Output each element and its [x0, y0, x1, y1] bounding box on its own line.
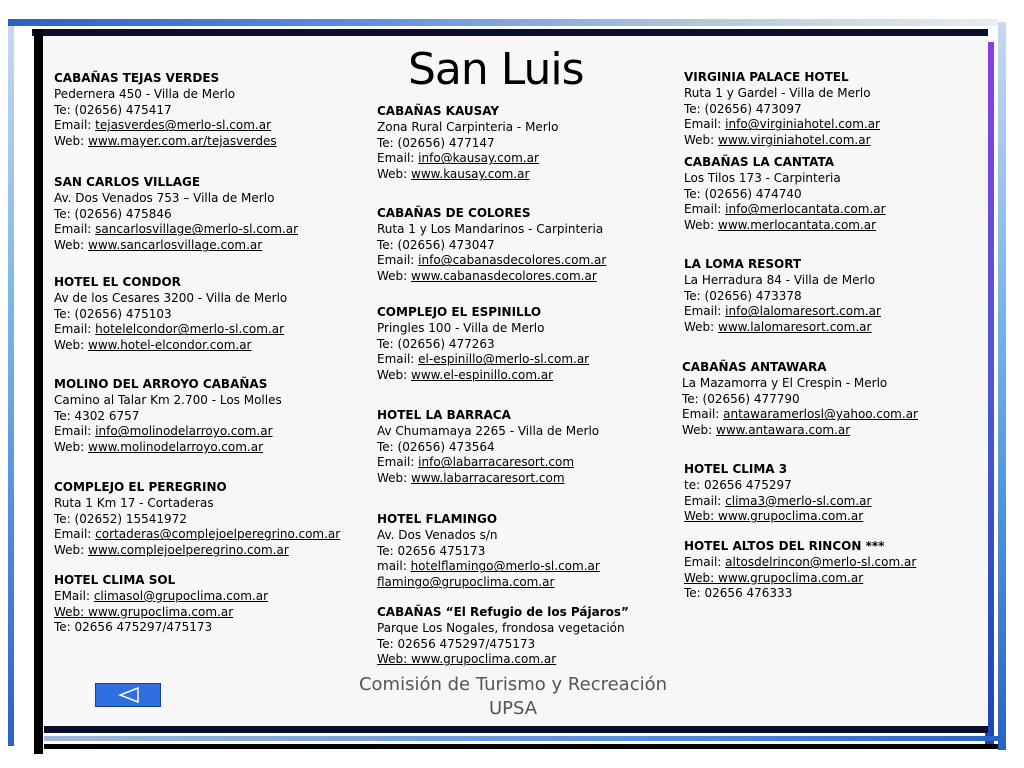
listing-name: COMPLEJO EL PEREGRINO [54, 480, 227, 494]
listing-cabanas-kausay [377, 104, 558, 183]
contact-label: Email: [377, 253, 419, 268]
listing-detail: Pedernera 450 - Villa de Merlo [54, 86, 236, 101]
listing-hotel-clima-3 [684, 462, 871, 525]
listing-contact [54, 238, 298, 254]
listing-detail: Te: (02656) 473047 [377, 237, 495, 252]
listing-contact [54, 222, 298, 238]
listing-detail: Ruta 1 y Los Mandarinos - Carpinteria [377, 221, 604, 236]
listing-detail: Te: (02656) 474740 [684, 186, 802, 201]
listing-contact [54, 589, 268, 605]
contact-label: Email: [684, 304, 726, 319]
listing-name: CABAÑAS TEJAS VERDES [54, 71, 220, 85]
footer [352, 673, 674, 721]
left-dark-bar [34, 29, 43, 754]
listing-contact [684, 304, 881, 320]
listing-hotel-clima-sol [54, 573, 268, 636]
listing-detail: La Mazamorra y El Crespin - Merlo [682, 375, 888, 390]
contact-label: Email: [377, 151, 419, 166]
listing-name: HOTEL CLIMA SOL [54, 573, 176, 587]
listing-detail: Ruta 1 Km 17 - Cortaderas [54, 495, 214, 510]
listing-detail: Te: (02656) 475417 [54, 102, 172, 117]
contact-link[interactable]: www.molinodelarroyo.com.ar [88, 440, 264, 455]
contact-label: Email: [54, 322, 96, 337]
listing-hotel-el-condor [54, 275, 287, 354]
listing-contact [54, 543, 340, 559]
contact-link[interactable]: www.sancarlosvillage.com.ar [88, 238, 263, 253]
listing-contact [684, 133, 880, 149]
contact-link[interactable]: hotelflamingo@merlo-sl.com.ar [410, 559, 600, 574]
listing-detail: te: 02656 475297 [684, 477, 792, 492]
contact-label: Email: [54, 222, 96, 237]
listing-detail: Te: (02656) 473564 [377, 439, 495, 454]
listing-detail: Zona Rural Carpinteria - Merlo [377, 119, 559, 134]
listing-name: HOTEL FLAMINGO [377, 512, 498, 526]
triangle-left-icon [118, 687, 140, 703]
bottom-dark-bar [44, 726, 988, 733]
contact-label: Web: [682, 423, 717, 438]
contact-label: Web: [684, 320, 719, 335]
listing-contact [54, 527, 340, 543]
contact-link[interactable]: el-espinillo@merlo-sl.com.ar [418, 352, 590, 367]
listing-contact [54, 118, 277, 134]
contact-label: Web: [684, 218, 719, 233]
listing-virginia-palace-hotel [684, 70, 880, 149]
contact-label: Web: [377, 167, 412, 182]
listing-name: SAN CARLOS VILLAGE [54, 175, 201, 189]
contact-label: Email: [684, 202, 726, 217]
listing-contact [377, 471, 599, 487]
contact-link[interactable]: www.mayer.com.ar/tejasverdes [88, 134, 277, 149]
listing-contact [377, 352, 589, 368]
listing-detail: Te: 02656 476333 [684, 586, 793, 601]
listing-contact [682, 423, 918, 439]
listing-detail: Te: (02656) 473097 [684, 101, 802, 116]
listing-cabanas-la-cantata [684, 155, 886, 234]
listing-contact [377, 368, 589, 384]
listing-contact [377, 455, 599, 471]
listing-contact [54, 322, 287, 338]
listing-detail: Los Tilos 173 - Carpinteria [684, 170, 841, 185]
contact-label: Web: [377, 269, 412, 284]
listing-detail: Te: (02656) 477263 [377, 336, 495, 351]
contact-label: Web: [54, 543, 89, 558]
contact-link[interactable]: www.kausay.com.ar [411, 167, 530, 182]
listing-contact [377, 269, 606, 285]
listing-link[interactable]: Web: www.grupoclima.com.ar [54, 604, 234, 619]
listing-contact [682, 407, 918, 423]
contact-link[interactable]: www.complejoelperegrino.com.ar [88, 543, 289, 558]
listing-link[interactable]: Web: www.grupoclima.com.ar [684, 570, 864, 585]
contact-link[interactable]: www.labarracaresort.com [411, 471, 565, 486]
listing-link[interactable]: flamingo@grupoclima.com.ar [377, 575, 555, 590]
listing-link[interactable]: Web: www.grupoclima.com.ar [377, 652, 557, 667]
contact-label: Email: [684, 554, 726, 569]
listing-contact [684, 202, 886, 218]
listing-cabanas-tejas-verdes [54, 71, 277, 150]
listing-detail: Camino al Talar Km 2.700 - Los Molles [54, 392, 282, 407]
listing-detail: Te: (02656) 473378 [684, 288, 802, 303]
contact-link[interactable]: hotelelcondor@merlo-sl.com.ar [95, 322, 285, 337]
contact-label: Web: [54, 238, 89, 253]
listing-name: CABAÑAS LA CANTATA [684, 155, 835, 169]
listing-detail: Te: (02656) 477790 [682, 391, 800, 406]
listing-contact [54, 424, 282, 440]
listing-name: HOTEL ALTOS DEL RINCON *** [684, 539, 885, 553]
listing-cabanas-el-refugio-de-los-pajaros [377, 605, 629, 668]
bottom-gradient-bar [44, 736, 1004, 741]
listing-name: CABAÑAS DE COLORES [377, 206, 531, 220]
contact-link[interactable]: clima3@merlo-sl.com.ar [725, 493, 872, 508]
listing-detail: Te: 02656 475297/475173 [377, 636, 536, 651]
contact-link[interactable]: altosdelrincon@merlo-sl.com.ar [725, 554, 917, 569]
listing-contact [377, 559, 600, 575]
listing-detail: Te: 02656 475173 [377, 543, 486, 558]
listing-name: HOTEL LA BARRACA [377, 408, 511, 422]
listing-detail: Ruta 1 y Gardel - Villa de Merlo [684, 85, 871, 100]
listing-cabanas-de-colores [377, 206, 606, 285]
listing-detail: Te: 02656 475297/475173 [54, 620, 213, 635]
contact-label: EMail: [54, 588, 94, 603]
contact-link[interactable]: www.virginiahotel.com.ar [718, 133, 871, 148]
listing-contact [54, 338, 287, 354]
contact-label: Web: [684, 133, 719, 148]
listing-san-carlos-village [54, 175, 298, 254]
listing-contact [377, 151, 558, 167]
listing-name: CABAÑAS ANTAWARA [682, 360, 827, 374]
page-title: San Luis [408, 44, 584, 95]
contact-label: Web: [54, 338, 89, 353]
listing-contact [684, 494, 871, 510]
contact-label: Web: [377, 471, 412, 486]
contact-label: Email: [377, 455, 419, 470]
listing-detail: Pringles 100 - Villa de Merlo [377, 320, 545, 335]
listing-name: LA LOMA RESORT [684, 257, 802, 271]
listing-detail: Te: (02652) 15541972 [54, 511, 187, 526]
listing-contact [54, 134, 277, 150]
listing-name: HOTEL CLIMA 3 [684, 462, 788, 476]
listing-contact [684, 117, 880, 133]
listing-detail: Av. Dos Venados s/n [377, 527, 498, 542]
listing-name: CABAÑAS “El Refugio de los Pájaros” [377, 605, 629, 619]
listing-name: CABAÑAS KAUSAY [377, 104, 500, 118]
top-dark-bar [32, 29, 988, 36]
contact-link[interactable]: www.cabanasdecolores.com.ar [411, 269, 597, 284]
listing-link[interactable]: Web: www.grupoclima.com.ar [684, 509, 864, 524]
contact-link[interactable]: www.antawara.com.ar [716, 423, 851, 438]
back-button[interactable] [95, 683, 161, 707]
contact-link[interactable]: info@cabanasdecolores.com.ar [418, 253, 607, 268]
top-gradient-bar [8, 19, 998, 26]
contact-link[interactable]: www.el-espinillo.com.ar [411, 368, 554, 383]
listing-name: COMPLEJO EL ESPINILLO [377, 305, 542, 319]
contact-label: Email: [54, 527, 96, 542]
contact-link[interactable]: info@labarracaresort.com [418, 455, 575, 470]
contact-link[interactable]: climasol@grupoclima.com.ar [93, 588, 269, 603]
contact-link[interactable]: info@merlocantata.com.ar [725, 202, 886, 217]
listing-name: VIRGINIA PALACE HOTEL [684, 70, 849, 84]
contact-link[interactable]: antawaramerlosl@yahoo.com.ar [723, 407, 918, 422]
contact-label: Web: [54, 134, 89, 149]
contact-link[interactable]: www.merlocantata.com.ar [718, 218, 877, 233]
contact-link[interactable]: cortaderas@complejoelperegrino.com.ar [95, 527, 341, 542]
footer-line-1: Comisión de Turismo y Recreación [358, 674, 668, 695]
listing-detail: Av. Dos Venados 753 – Villa de Merlo [54, 190, 275, 205]
listing-contact [684, 555, 916, 571]
listing-detail: Av de los Cesares 3200 - Villa de Merlo [54, 290, 288, 305]
left-gradient-bar [8, 26, 14, 746]
contact-link[interactable]: info@kausay.com.ar [418, 151, 539, 166]
listing-detail: Te: (02656) 475103 [54, 306, 172, 321]
listing-la-loma-resort [684, 257, 881, 336]
listing-cabanas-antawara [682, 360, 918, 439]
listing-hotel-flamingo [377, 512, 600, 591]
listing-contact [377, 253, 606, 269]
contact-link[interactable]: info@lalomaresort.com.ar [725, 304, 881, 319]
listing-detail: Te: (02656) 477147 [377, 135, 495, 150]
contact-label: Email: [377, 352, 419, 367]
listing-name: MOLINO DEL ARROYO CABAÑAS [54, 377, 268, 391]
contact-label: Email: [54, 118, 96, 133]
listing-molino-del-arroyo-cabanas [54, 377, 282, 456]
right-gradient-bar [998, 22, 1006, 750]
contact-link[interactable]: info@virginiahotel.com.ar [725, 117, 880, 132]
listing-hotel-altos-del-rincon [684, 539, 916, 602]
contact-link[interactable]: tejasverdes@merlo-sl.com.ar [95, 118, 272, 133]
listing-complejo-el-espinillo [377, 305, 589, 384]
listing-contact [684, 320, 881, 336]
contact-link[interactable]: www.lalomaresort.com.ar [718, 320, 872, 335]
contact-label: Web: [54, 440, 89, 455]
contact-label: Web: [377, 368, 412, 383]
listing-hotel-la-barraca [377, 408, 599, 487]
contact-link[interactable]: info@molinodelarroyo.com.ar [95, 424, 273, 439]
footer-line-2: UPSA [488, 698, 538, 719]
contact-label: Email: [684, 493, 726, 508]
bottom-black-bar [44, 744, 998, 749]
listing-complejo-el-peregrino [54, 480, 340, 559]
contact-link[interactable]: sancarlosvillage@merlo-sl.com.ar [95, 222, 299, 237]
listing-contact [684, 218, 886, 234]
contact-label: Email: [682, 407, 724, 422]
listing-contact [54, 440, 282, 456]
listing-name: HOTEL EL CONDOR [54, 275, 181, 289]
contact-label: Email: [54, 424, 96, 439]
listing-detail: Te: 4302 6757 [54, 408, 140, 423]
contact-link[interactable]: www.hotel-elcondor.com.ar [88, 338, 252, 353]
listing-detail: La Herradura 84 - Villa de Merlo [684, 272, 876, 287]
contact-label: mail: [377, 559, 411, 574]
listing-contact [377, 167, 558, 183]
contact-label: Email: [684, 117, 726, 132]
listing-detail: Te: (02656) 475846 [54, 206, 172, 221]
listing-detail: Av Chumamaya 2265 - Villa de Merlo [377, 423, 600, 438]
listing-detail: Parque Los Nogales, frondosa vegetación [377, 620, 625, 635]
